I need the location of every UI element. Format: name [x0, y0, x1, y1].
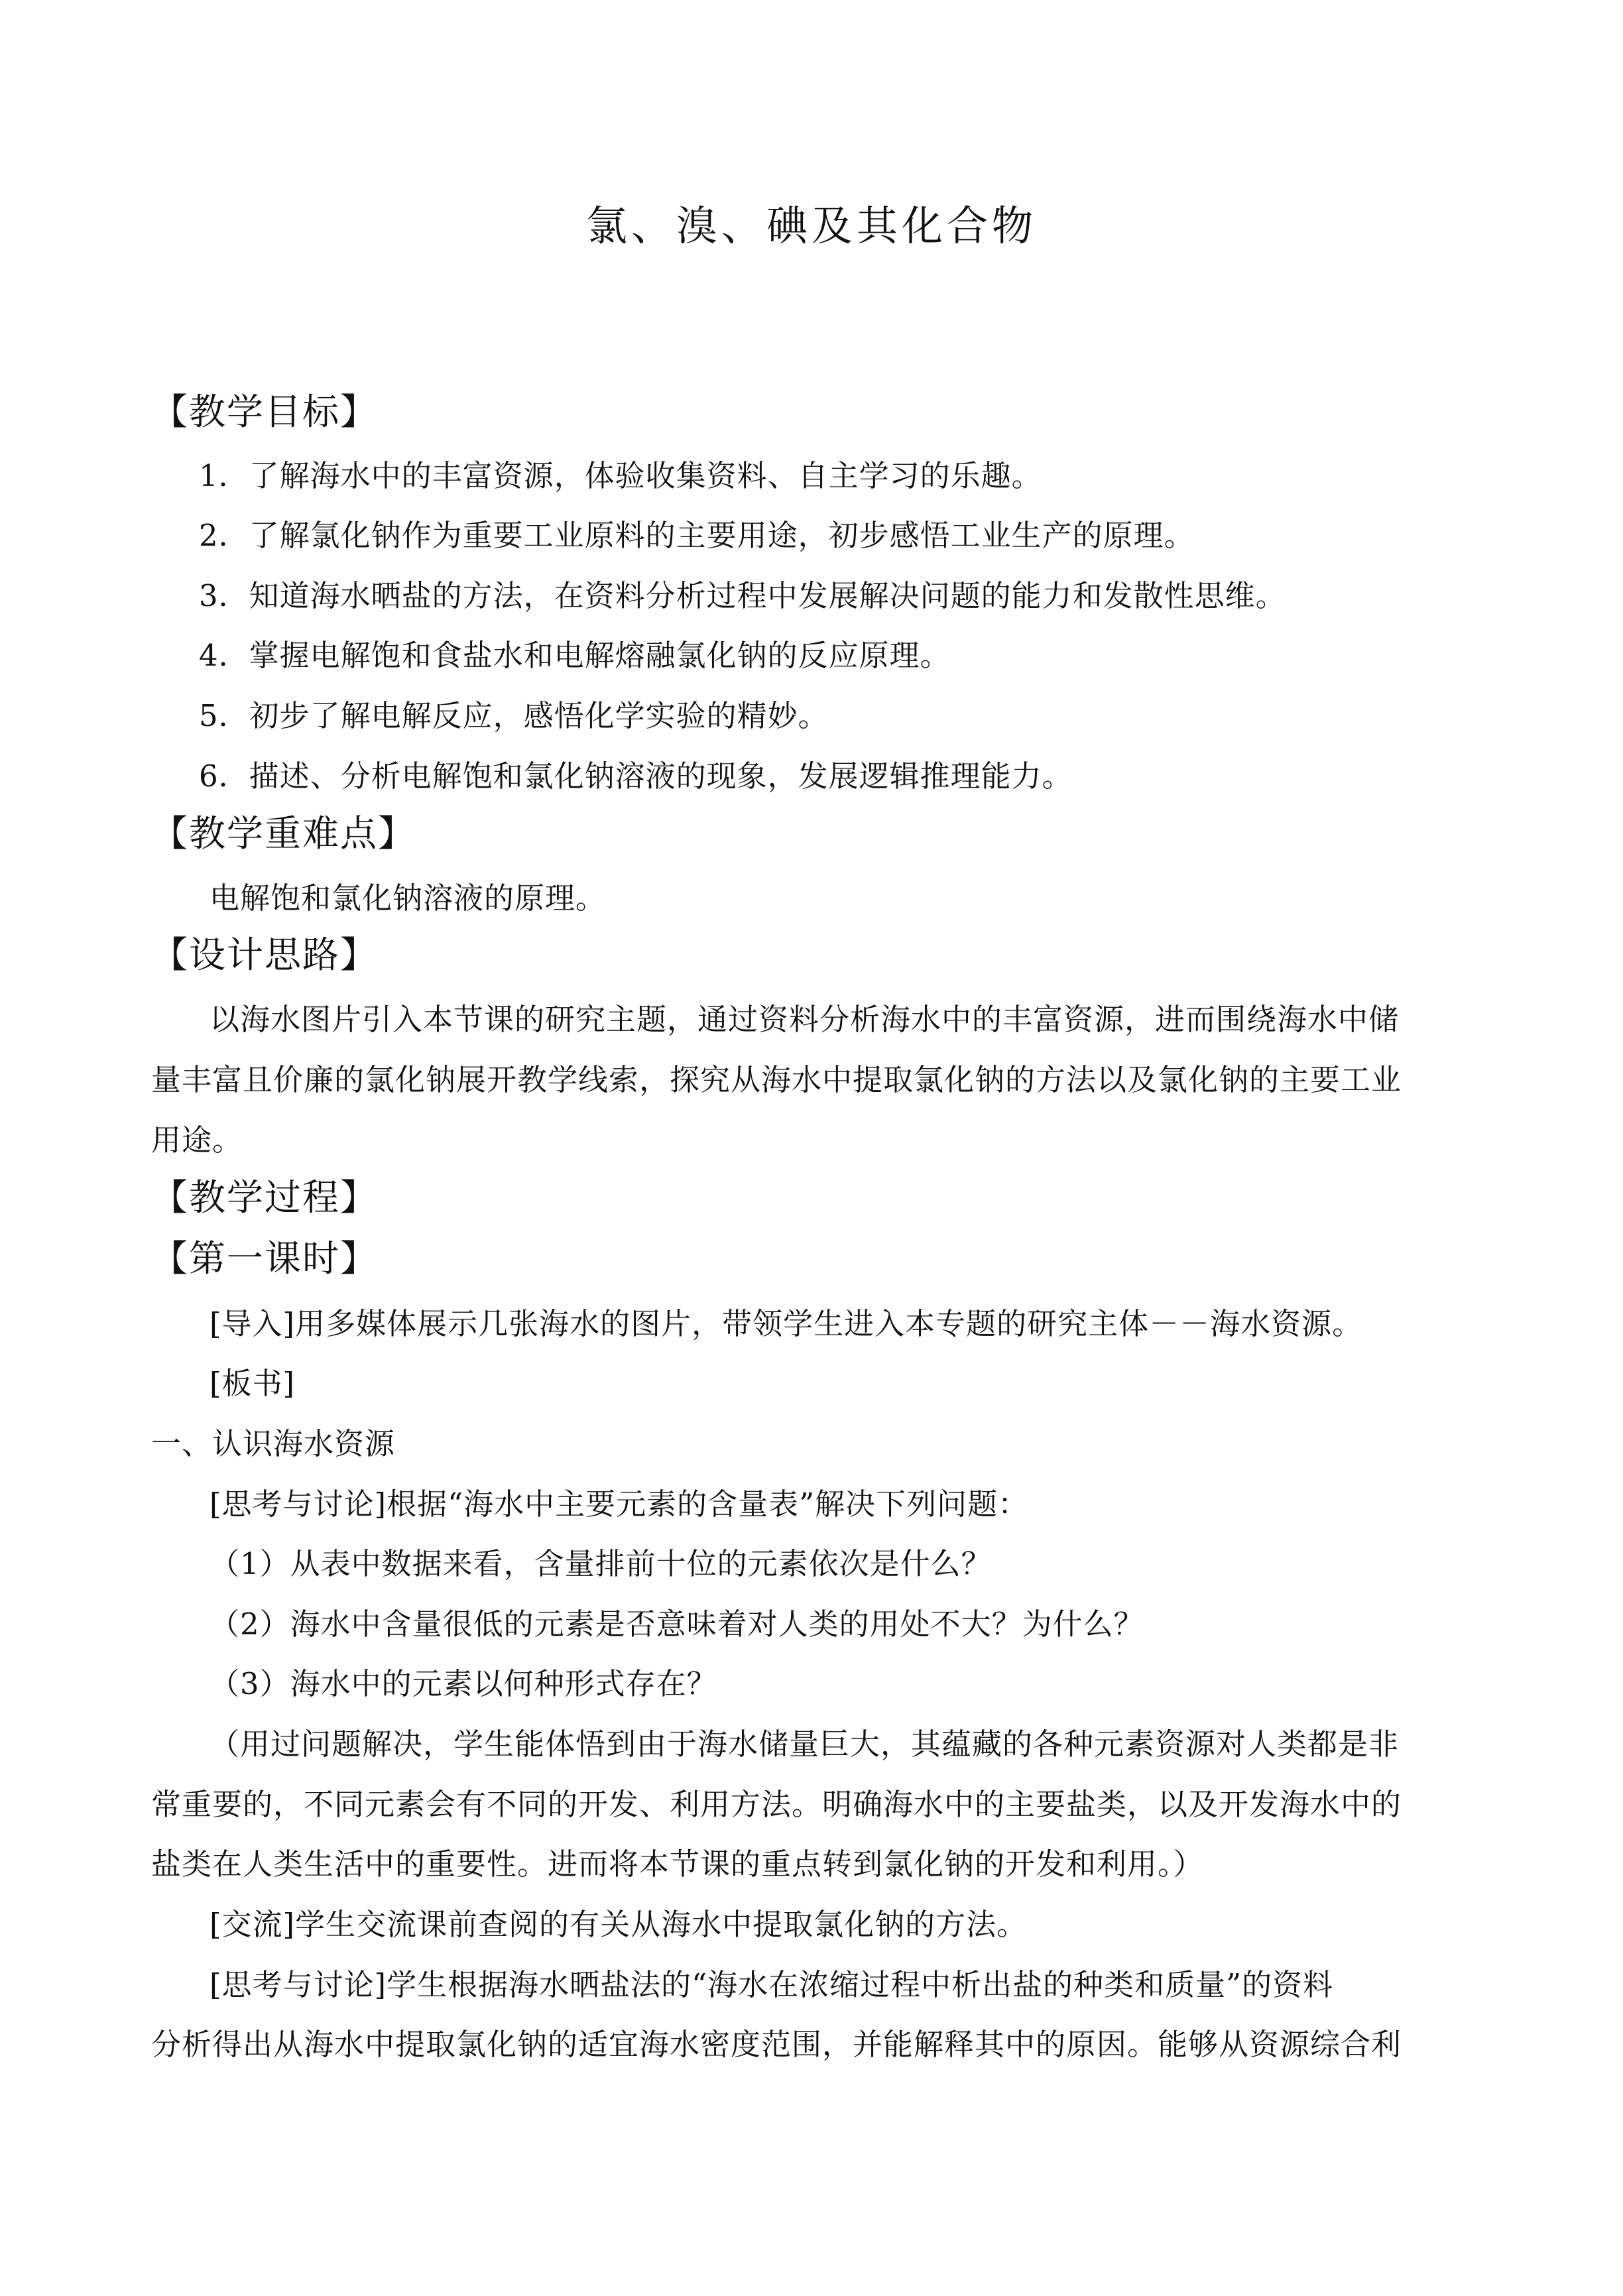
- note-line: 盐类在人类生活中的重要性。进而将本节课的重点转到氯化钠的开发和利用。）: [151, 1846, 1204, 1882]
- key-points-heading: 【教学重难点】: [151, 812, 416, 855]
- lesson-heading: 【第一课时】: [151, 1237, 379, 1280]
- subsection-title: 一、认识海水资源: [151, 1426, 396, 1461]
- document-title: 氯、溴、碘及其化合物: [585, 202, 1037, 250]
- exchange-text: [交流]学生交流课前查阅的有关从海水中提取氯化钠的方法。: [210, 1907, 1028, 1942]
- question-item: （1）从表中数据来看，含量排前十位的元素依次是什么？: [210, 1546, 992, 1581]
- goal-item: 5．初步了解电解反应，感悟化学实验的精妙。: [199, 698, 829, 733]
- intro-text: [导入]用多媒体展示几张海水的图片，带领学生进入本专题的研究主体－－海水资源。: [210, 1306, 1363, 1341]
- question-item: （3）海水中的元素以何种形式存在？: [210, 1666, 717, 1701]
- discussion-line: [思考与讨论]学生根据海水晒盐法的“海水在浓缩过程中析出盐的种类和质量”的资料: [210, 1967, 1334, 2002]
- note-line: （用过问题解决，学生能体悟到由于海水储量巨大，其蕴藏的各种元素资源对人类都是非: [210, 1726, 1400, 1762]
- goal-item: 1．了解海水中的丰富资源，体验收集资料、自主学习的乐趣。: [199, 458, 1042, 493]
- note-line: 常重要的，不同元素会有不同的开发、利用方法。明确海水中的主要盐类，以及开发海水中的: [151, 1787, 1402, 1822]
- key-points-text: 电解饱和氯化钠溶液的原理。: [210, 880, 607, 916]
- discussion-line: 分析得出从海水中提取氯化钠的适宜海水密度范围，并能解释其中的原因。能够从资源综合利: [151, 2027, 1402, 2062]
- goals-heading: 【教学目标】: [151, 391, 379, 433]
- goal-item: 3．知道海水晒盐的方法，在资料分析过程中发展解决问题的能力和发散性思维。: [199, 578, 1286, 613]
- goal-item: 4．掌握电解饱和食盐水和电解熔融氯化钠的反应原理。: [199, 638, 951, 673]
- design-paragraph-line: 量丰富且价廉的氯化钠展开教学线索，探究从海水中提取氯化钠的方法以及氯化钠的主要工业: [151, 1062, 1402, 1097]
- design-heading: 【设计思路】: [151, 934, 379, 976]
- design-paragraph-line: 以海水图片引入本节课的研究主题，通过资料分析海水中的丰富资源，进而围绕海水中储: [210, 1002, 1400, 1037]
- question-item: （2）海水中含量很低的元素是否意味着对人类的用处不大？为什么？: [210, 1606, 1144, 1642]
- goal-item: 6．描述、分析电解饱和氯化钠溶液的现象，发展逻辑推理能力。: [199, 758, 1073, 794]
- board-label: [板书]: [210, 1366, 296, 1401]
- discussion-text: [思考与讨论]根据“海水中主要元素的含量表”解决下列问题：: [210, 1486, 1029, 1522]
- process-heading: 【教学过程】: [151, 1176, 379, 1219]
- design-paragraph-line: 用途。: [151, 1122, 243, 1158]
- goal-item: 2．了解氯化钠作为重要工业原料的主要用途，初步感悟工业生产的原理。: [199, 518, 1195, 553]
